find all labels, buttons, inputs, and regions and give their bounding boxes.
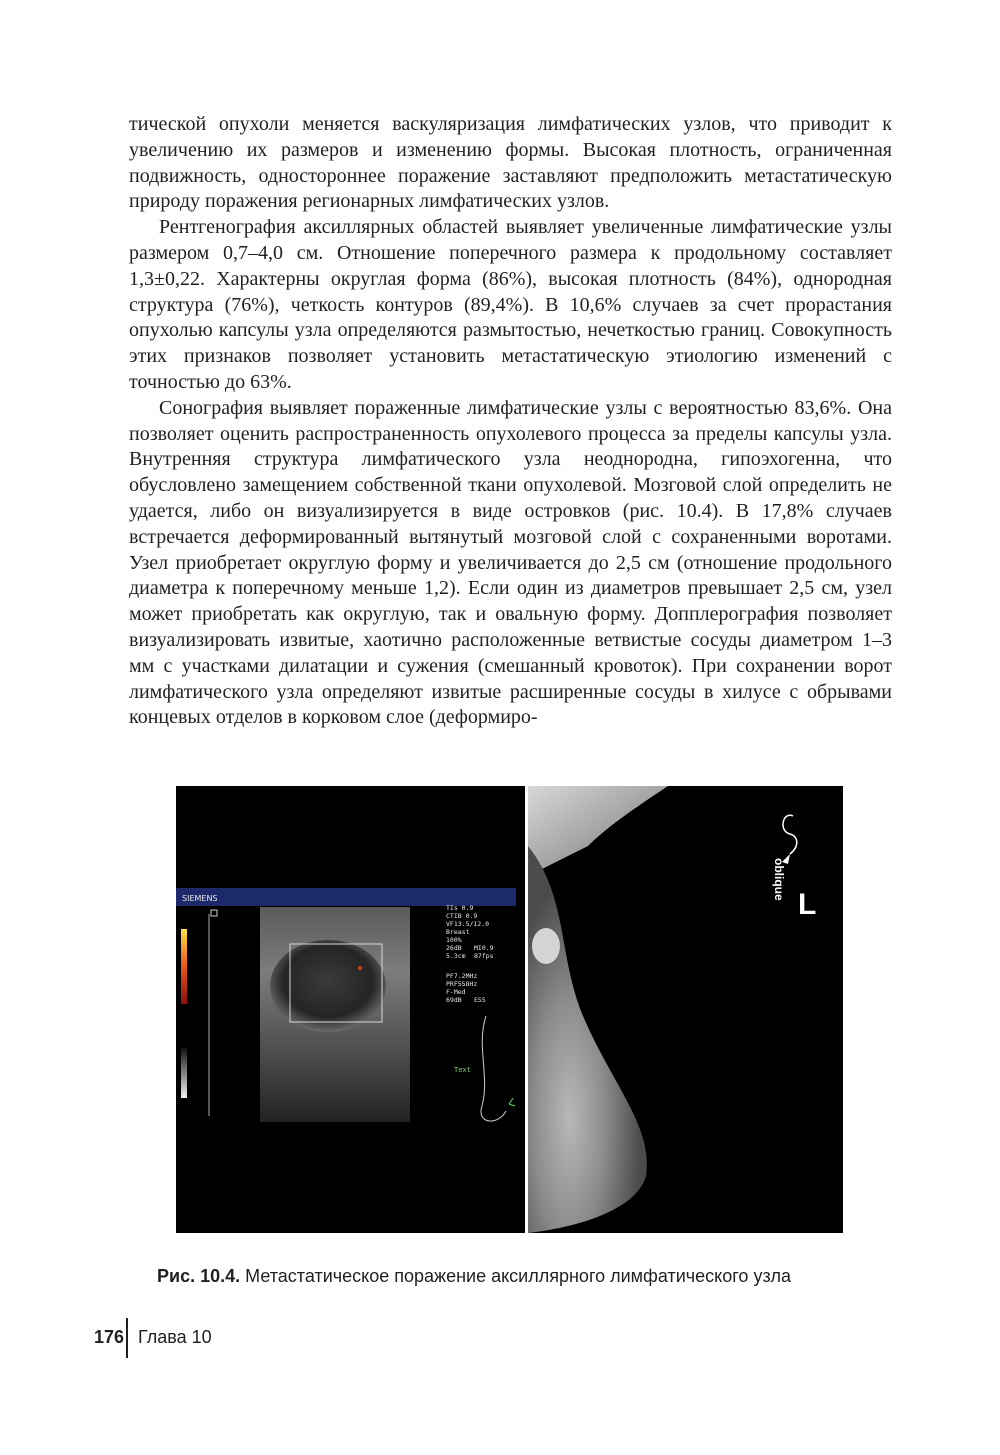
svg-text:F-Med: F-Med xyxy=(446,988,466,996)
xray-image xyxy=(528,786,843,1233)
svg-text:5.3cm: 5.3cm xyxy=(446,952,466,960)
svg-text:87fps: 87fps xyxy=(474,952,494,960)
caption-number: Рис. 10.4. xyxy=(157,1266,241,1286)
lymph-node xyxy=(270,940,386,1032)
footer-divider xyxy=(126,1318,128,1358)
chapter-label: Глава 10 xyxy=(138,1327,212,1347)
side-label: L xyxy=(798,888,817,921)
probe-icon xyxy=(481,1016,506,1121)
ultrasound-image xyxy=(176,786,525,1233)
lymph-node-shadow xyxy=(532,928,560,964)
scan-parameters xyxy=(446,904,494,1004)
paragraph: Сонография выявляет пораженные лимфатические узлы с вероятностью 83,6%. Она позволяет оценить распространенность опухолевого процесса за пределы капсулы узла. Внутренняя структура лимфатического узла неоднородна, гипоэхогенна, что обусловлено замещением собственной ткани опухолевой. Мозговой слой определить не удается, либо он визуализируется в виде островков (рис. 10.4). В 17,8% случаев встречается деформированный вытянутый мозговой слой с сохраненными воротами. Узел приобретает округлую форму и увеличивается до 2,5 см (отношение продольного диаметра к поперечному меньше 1,2). Если один из диаметров превышает 2,5 см, узел может приобретать как округлую, так и овальную форму. Допплерография позволяет визуализировать извитые, хаотично расположенные ветвистые сосуды диаметром 1–3 мм с участками дилатации и сужения (смешанный кровоток). При сохранении ворот лимфатического узла определяют извитые расширенные сосуды в хилусе с обрывами концевых отделов в корковом слое (деформиро- xyxy=(129,396,892,729)
oblique-marker-icon xyxy=(783,815,797,854)
svg-text:69dB: 69dB xyxy=(446,996,462,1004)
svg-text:VF13.5/12.0: VF13.5/12.0 xyxy=(446,920,490,928)
oblique-label: oblique xyxy=(772,858,786,901)
figure-caption xyxy=(157,1266,877,1287)
probe-marker-icon xyxy=(509,1098,515,1106)
axilla-soft-tissue xyxy=(528,786,668,876)
svg-text:TIs 0.9: TIs 0.9 xyxy=(446,904,474,912)
breast-tissue xyxy=(528,846,647,1233)
siemens-label: SIEMENS xyxy=(182,894,218,903)
svg-text:CTIB 0.9: CTIB 0.9 xyxy=(446,912,478,920)
svg-text:PRF558Hz: PRF558Hz xyxy=(446,980,478,988)
body-text xyxy=(129,112,892,731)
doppler-colorbar xyxy=(181,929,187,1004)
svg-text:100%: 100% xyxy=(446,936,462,944)
text-label: Text xyxy=(454,1066,471,1074)
grayscale-bar xyxy=(181,1048,187,1098)
caption-text: Метастатическое поражение аксиллярного лимфатического узла xyxy=(245,1266,792,1286)
focus-marker xyxy=(211,910,217,916)
svg-text:PF7.2MHz: PF7.2MHz xyxy=(446,972,478,980)
svg-text:MI0.9: MI0.9 xyxy=(474,944,494,952)
paragraph: Рентгенография аксиллярных областей выявляет увеличенные лимфатические узлы размером 0,7–4,0 см. Отношение поперечного размера к продольному составляет 1,3±0,22. Характерны округлая форма (86%), высокая плотность (84%), однородная структура (76%), четкость контуров (89,4%). В 10,6% случаев за счет прорастания опухолью капсулы узла определяются размытостью, нечеткостью границ. Совокупность этих признаков позволяет установить метастатическую этиологию изменений с точностью до 63%. xyxy=(129,216,892,393)
svg-text:ES5: ES5 xyxy=(474,996,486,1004)
figure-10-4 xyxy=(176,786,843,1233)
page-number: 176 xyxy=(94,1327,125,1347)
svg-text:26dB: 26dB xyxy=(446,944,462,952)
svg-text:Breast: Breast xyxy=(446,928,470,936)
paragraph: тической опухоли меняется васкуляризация лимфатических узлов, что приводит к увеличению их размеров и изменению формы. Высокая плотность, ограниченная подвижность, одностороннее поражение заставляют предположить метастатическую природу поражения регионарных лимфатических узлов. xyxy=(129,113,892,213)
doppler-signal xyxy=(358,966,362,970)
